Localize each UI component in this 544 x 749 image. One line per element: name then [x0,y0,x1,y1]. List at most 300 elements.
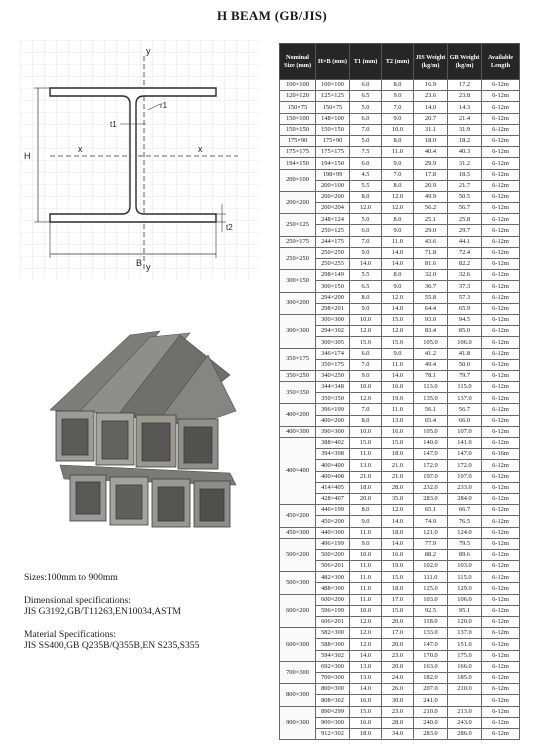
length-cell: 6-12m [482,225,520,236]
gb-weight-cell: 243.0 [448,717,482,728]
jis-weight-cell: 49.9 [414,191,448,202]
jis-weight-cell: 105.0 [414,426,448,437]
gb-weight-cell: 129.0 [448,583,482,594]
hxb-cell: 606×201 [316,617,350,628]
gb-weight-cell: 197.0 [448,471,482,482]
t2-cell: 28.0 [382,482,414,493]
t1-cell: 7.0 [350,404,382,415]
nominal-size-cell: 250×125 [280,214,316,236]
gb-weight-cell: 137.0 [448,393,482,404]
length-cell: 6-12m [482,717,520,728]
t2-cell: 16.0 [382,382,414,393]
jis-weight-cell: 207.0 [414,684,448,695]
gb-weight-cell: 124.0 [448,527,482,538]
jis-weight-cell: 17.8 [414,169,448,180]
table-row [280,706,520,717]
gb-weight-cell [448,695,482,706]
table-row [280,561,520,572]
h-beam-cross-section-diagram [20,40,260,280]
header-jis-weight: JIS Weight (kg/m) [414,44,448,80]
length-cell: 6-12m [482,684,520,695]
nominal-size-cell: 200×200 [280,191,316,213]
jis-weight-cell: 20.7 [414,113,448,124]
t2-cell: 17.0 [382,594,414,605]
jis-weight-cell: 16.9 [414,80,448,91]
hxb-cell: 250×250 [316,247,350,258]
grid-background [20,40,260,280]
length-cell: 6-12m [482,158,520,169]
gb-weight-cell: 85.0 [448,326,482,337]
jis-weight-cell: 118.0 [414,617,448,628]
hxb-cell: 200×200 [316,191,350,202]
hxb-cell: 294×302 [316,326,350,337]
jis-weight-cell: 25.1 [414,214,448,225]
hxb-cell: 125×125 [316,91,350,102]
width-label: B [136,258,143,268]
t2-cell: 9.0 [382,281,414,292]
t2-cell: 9.0 [382,158,414,169]
t1-cell: 12.0 [350,617,382,628]
gb-weight-cell: 284.0 [448,493,482,504]
length-cell: 6-12m [482,203,520,214]
t1-cell: 11.0 [350,594,382,605]
t2-cell: 30.0 [382,695,414,706]
table-row [280,449,520,460]
hxb-cell: 150×150 [316,124,350,135]
length-cell: 6-12m [482,303,520,314]
length-cell: 6-12m [482,393,520,404]
jis-weight-cell: 232.0 [414,482,448,493]
hxb-cell: 450×200 [316,516,350,527]
t1-cell: 12.0 [350,628,382,639]
t1-cell: 12.0 [350,326,382,337]
gb-weight-cell: 66.7 [448,505,482,516]
length-cell: 6-12m [482,180,520,191]
nominal-size-cell: 175×90 [280,135,316,146]
t1-cell: 8.0 [350,191,382,202]
t2-cell: 11.0 [382,236,414,247]
t2-cell: 12.0 [382,326,414,337]
t2-cell: 12.0 [382,505,414,516]
jis-weight-cell: 93.0 [414,314,448,325]
header-hxb: H×B (mm) [316,44,350,80]
gb-weight-cell: 106.0 [448,337,482,348]
table-row [280,516,520,527]
jis-weight-cell: 78.1 [414,370,448,381]
hxb-cell: 298×149 [316,270,350,281]
nominal-size-cell: 100×100 [280,80,316,91]
gb-weight-cell: 25.8 [448,214,482,225]
length-cell: 6-12m [482,538,520,549]
radius-label: r1 [160,101,168,110]
t1-cell: 10.0 [350,382,382,393]
length-cell: 6-12m [482,281,520,292]
table-row [280,404,520,415]
jis-weight-cell: 41.2 [414,348,448,359]
jis-weight-cell: 31.1 [414,124,448,135]
t1-cell: 11.0 [350,527,382,538]
t2-cell: 18.0 [382,527,414,538]
t1-cell: 5.0 [350,102,382,113]
length-cell: 6-12m [482,583,520,594]
table-row [280,236,520,247]
table-row [280,605,520,616]
length-cell: 6-12m [482,516,520,527]
nominal-size-cell: 450×300 [280,527,316,538]
table-row [280,281,520,292]
hxb-cell: 100×100 [316,80,350,91]
length-cell: 6-16m [482,449,520,460]
jis-weight-cell: 55.8 [414,292,448,303]
x-axis-label-right: x [198,144,203,154]
length-cell: 6-12m [482,426,520,437]
table-row [280,147,520,158]
specifications-text [24,572,274,663]
t1-cell: 20.0 [350,493,382,504]
t1-cell: 6.0 [350,113,382,124]
t1-cell: 11.0 [350,561,382,572]
t1-cell: 12.0 [350,393,382,404]
length-cell: 6-12m [482,169,520,180]
length-cell: 6-12m [482,314,520,325]
jis-weight-cell: 20.9 [414,180,448,191]
table-row [280,482,520,493]
material-spec-title: Material Specifications: [24,629,116,640]
jis-weight-cell: 18.0 [414,135,448,146]
t1-cell: 6.0 [350,158,382,169]
t2-cell: 7.0 [382,169,414,180]
length-cell: 6-12m [482,650,520,661]
t1-cell: 7.0 [350,236,382,247]
gb-weight-cell: 103.0 [448,561,482,572]
gb-weight-cell: 76.5 [448,516,482,527]
nominal-size-cell: 800×300 [280,684,316,706]
jis-weight-cell: 65.4 [414,415,448,426]
t1-cell: 10.0 [350,549,382,560]
hxb-cell: 700×300 [316,672,350,683]
length-cell: 6-12m [482,214,520,225]
jis-weight-cell: 133.0 [414,628,448,639]
t2-cell: 23.0 [382,706,414,717]
gb-weight-cell: 23.8 [448,91,482,102]
table-body [280,80,520,740]
t1-cell: 7.0 [350,124,382,135]
h-beam-spec-table [279,43,520,740]
hxb-cell: 588×300 [316,639,350,650]
hxb-cell: 148×100 [316,113,350,124]
length-cell: 6-12m [482,695,520,706]
length-cell: 6-12m [482,493,520,504]
hxb-cell: 506×201 [316,561,350,572]
material-spec-text: JIS SS400,GB Q235B/Q355B,EN S235,S355 [24,640,200,651]
length-cell: 6-12m [482,113,520,124]
table-row [280,225,520,236]
gb-weight-cell: 21.4 [448,113,482,124]
nominal-size-cell: 150×75 [280,102,316,113]
length-cell: 6-12m [482,706,520,717]
t2-cell: 11.0 [382,147,414,158]
length-cell: 6-12m [482,147,520,158]
t1-cell: 10.0 [350,314,382,325]
t2-cell: 15.0 [382,438,414,449]
t1-cell: 6.0 [350,80,382,91]
t2-cell: 16.0 [382,549,414,560]
t1-cell: 13.0 [350,672,382,683]
table-row [280,382,520,393]
length-cell: 6-12m [482,617,520,628]
t2-cell: 19.0 [382,561,414,572]
hxb-cell: 250×255 [316,259,350,270]
table-row [280,527,520,538]
t1-cell: 11.0 [350,449,382,460]
jis-weight-cell: 182.0 [414,672,448,683]
jis-weight-cell: 283.0 [414,493,448,504]
page-title: H BEAM (GB/JIS) [217,8,327,23]
table-row [280,180,520,191]
hxb-cell: 900×300 [316,717,350,728]
gb-weight-cell: 166.0 [448,661,482,672]
nominal-size-cell: 900×300 [280,706,316,740]
nominal-size-cell: 150×150 [280,124,316,135]
hxb-cell: 150×75 [316,102,350,113]
table-row [280,326,520,337]
t1-cell: 14.0 [350,684,382,695]
t1-cell: 5.5 [350,270,382,281]
table-row [280,415,520,426]
table-row [280,617,520,628]
t2-cell: 12.0 [382,292,414,303]
t2-cell: 20.0 [382,639,414,650]
t1-cell: 9.0 [350,370,382,381]
hxb-cell: 175×90 [316,135,350,146]
t2-cell: 7.0 [382,102,414,113]
t1-cell: 14.0 [350,650,382,661]
length-cell: 6-12m [482,135,520,146]
hxb-cell: 400×408 [316,471,350,482]
table-row [280,583,520,594]
gb-weight-cell: 210.0 [448,684,482,695]
gb-weight-cell: 172.0 [448,460,482,471]
t2-cell: 8.0 [382,135,414,146]
t1-cell: 5.0 [350,214,382,225]
length-cell: 6-12m [482,404,520,415]
hxb-cell: 800×300 [316,684,350,695]
table-row [280,337,520,348]
sizes-text: Sizes:100mm to 900mm [24,572,118,583]
table-row [280,314,520,325]
t2-cell: 14.0 [382,370,414,381]
length-cell: 6-12m [482,259,520,270]
gb-weight-cell: 56.7 [448,203,482,214]
length-cell: 6-12m [482,594,520,605]
hxb-cell: 488×300 [316,583,350,594]
t2-cell: 17.0 [382,628,414,639]
t1-cell: 10.0 [350,605,382,616]
length-cell: 6-12m [482,505,520,516]
gb-weight-cell: 17.2 [448,80,482,91]
hxb-cell: 350×175 [316,359,350,370]
t2-cell: 24.0 [382,672,414,683]
jis-weight-cell: 240.0 [414,717,448,728]
table-row [280,80,520,91]
jis-weight-cell: 105.0 [414,337,448,348]
gb-weight-cell: 286.0 [448,728,482,739]
nominal-size-cell: 300×300 [280,314,316,348]
table-row [280,203,520,214]
jis-weight-cell: 170.0 [414,650,448,661]
t1-cell: 8.0 [350,505,382,516]
hxb-cell: 446×199 [316,505,350,516]
table-row [280,460,520,471]
table-row [280,471,520,482]
nominal-size-cell: 300×150 [280,270,316,292]
t2-cell: 8.0 [382,80,414,91]
jis-weight-cell: 197.0 [414,471,448,482]
hxb-cell: 388×402 [316,438,350,449]
length-cell: 6-12m [482,728,520,739]
header-gb-weight: GB Weight (kg/m) [448,44,482,80]
gb-weight-cell: 95.1 [448,605,482,616]
dimensional-spec-text: JIS G3192,GB/T11263,EN10034,ASTM [24,606,181,617]
gb-weight-cell: 72.4 [448,247,482,258]
beam-end-top-row [56,411,218,469]
table-row [280,303,520,314]
t2-cell: 20.0 [382,661,414,672]
jis-weight-cell: 88.2 [414,549,448,560]
jis-weight-cell: 43.6 [414,236,448,247]
nominal-size-cell: 250×250 [280,247,316,269]
t2-cell: 15.0 [382,314,414,325]
table-row [280,572,520,583]
length-cell: 6-12m [482,124,520,135]
length-cell: 6-12m [482,549,520,560]
h-beam-stack-photo [40,315,240,535]
header-t2: T2 (mm) [382,44,414,80]
gb-weight-cell: 31.9 [448,124,482,135]
hxb-cell: 346×174 [316,348,350,359]
t2-cell: 9.0 [382,225,414,236]
length-cell: 6-12m [482,359,520,370]
t2-cell: 15.0 [382,337,414,348]
table-row [280,594,520,605]
table-row [280,292,520,303]
t2-cell: 16.0 [382,426,414,437]
jis-weight-cell: 241.0 [414,695,448,706]
gb-weight-cell: 29.7 [448,225,482,236]
length-cell: 6-12m [482,672,520,683]
t1-cell: 18.0 [350,482,382,493]
t2-cell: 26.0 [382,684,414,695]
t1-cell: 9.0 [350,538,382,549]
hxb-cell: 300×150 [316,281,350,292]
t2-cell: 18.0 [382,449,414,460]
nominal-size-cell: 450×200 [280,505,316,527]
jis-weight-cell: 49.4 [414,359,448,370]
nominal-size-cell: 400×400 [280,438,316,505]
gb-weight-cell: 31.2 [448,158,482,169]
gb-weight-cell: 151.0 [448,639,482,650]
t1-cell: 15.0 [350,706,382,717]
gb-weight-cell: 141.0 [448,438,482,449]
nominal-size-cell: 500×200 [280,538,316,572]
length-cell: 6-12m [482,628,520,639]
jis-weight-cell: 147.0 [414,639,448,650]
t2-cell: 14.0 [382,247,414,258]
gb-weight-cell: 115.0 [448,572,482,583]
hxb-cell: 244×175 [316,236,350,247]
table-row [280,438,520,449]
hxb-cell: 692×300 [316,661,350,672]
hxb-cell: 198×99 [316,169,350,180]
jis-weight-cell: 163.0 [414,661,448,672]
jis-weight-cell: 147.0 [414,449,448,460]
hxb-cell: 298×201 [316,303,350,314]
length-cell: 6-12m [482,348,520,359]
table-row [280,270,520,281]
hxb-cell: 890×299 [316,706,350,717]
nominal-size-cell: 600×200 [280,594,316,628]
t1-cell: 16.0 [350,717,382,728]
table-header-row [280,44,520,80]
flange-thickness-label: t2 [226,223,233,232]
gb-weight-cell: 40.3 [448,147,482,158]
t1-cell: 6.5 [350,91,382,102]
table-row [280,393,520,404]
t1-cell: 16.0 [350,695,382,706]
t2-cell: 11.0 [382,404,414,415]
t1-cell: 6.5 [350,281,382,292]
y-axis-label-bottom: y [146,262,151,272]
hxb-cell: 396×199 [316,404,350,415]
t2-cell: 14.0 [382,538,414,549]
t2-cell: 12.0 [382,191,414,202]
dimensional-spec-title: Dimensional specifications: [24,595,131,606]
t2-cell: 19.0 [382,393,414,404]
jis-weight-cell: 135.0 [414,393,448,404]
jis-weight-cell: 113.0 [414,382,448,393]
hxb-cell: 248×124 [316,214,350,225]
hxb-cell: 344×348 [316,382,350,393]
nominal-size-cell: 175×175 [280,147,316,158]
length-cell: 6-12m [482,326,520,337]
t1-cell: 21.0 [350,471,382,482]
t1-cell: 12.0 [350,203,382,214]
gb-weight-cell: 233.0 [448,482,482,493]
t1-cell: 7.5 [350,147,382,158]
t1-cell: 14.0 [350,259,382,270]
length-cell: 6-12m [482,572,520,583]
jis-weight-cell: 14.0 [414,102,448,113]
t2-cell: 15.0 [382,605,414,616]
t2-cell: 34.0 [382,728,414,739]
jis-weight-cell: 23.6 [414,91,448,102]
jis-weight-cell: 74.9 [414,516,448,527]
hxb-cell: 250×125 [316,225,350,236]
gb-weight-cell: 79.5 [448,538,482,549]
t1-cell: 8.0 [350,292,382,303]
length-cell: 6-12m [482,460,520,471]
hxb-cell: 912×302 [316,728,350,739]
hxb-cell: 200×100 [316,180,350,191]
t2-cell: 11.0 [382,359,414,370]
t2-cell: 9.0 [382,348,414,359]
hxb-cell: 808×302 [316,695,350,706]
hxb-cell: 300×300 [316,314,350,325]
t2-cell: 10.0 [382,124,414,135]
nominal-size-cell: 194×150 [280,158,316,169]
jis-weight-cell: 65.1 [414,505,448,516]
t1-cell: 8.0 [350,415,382,426]
